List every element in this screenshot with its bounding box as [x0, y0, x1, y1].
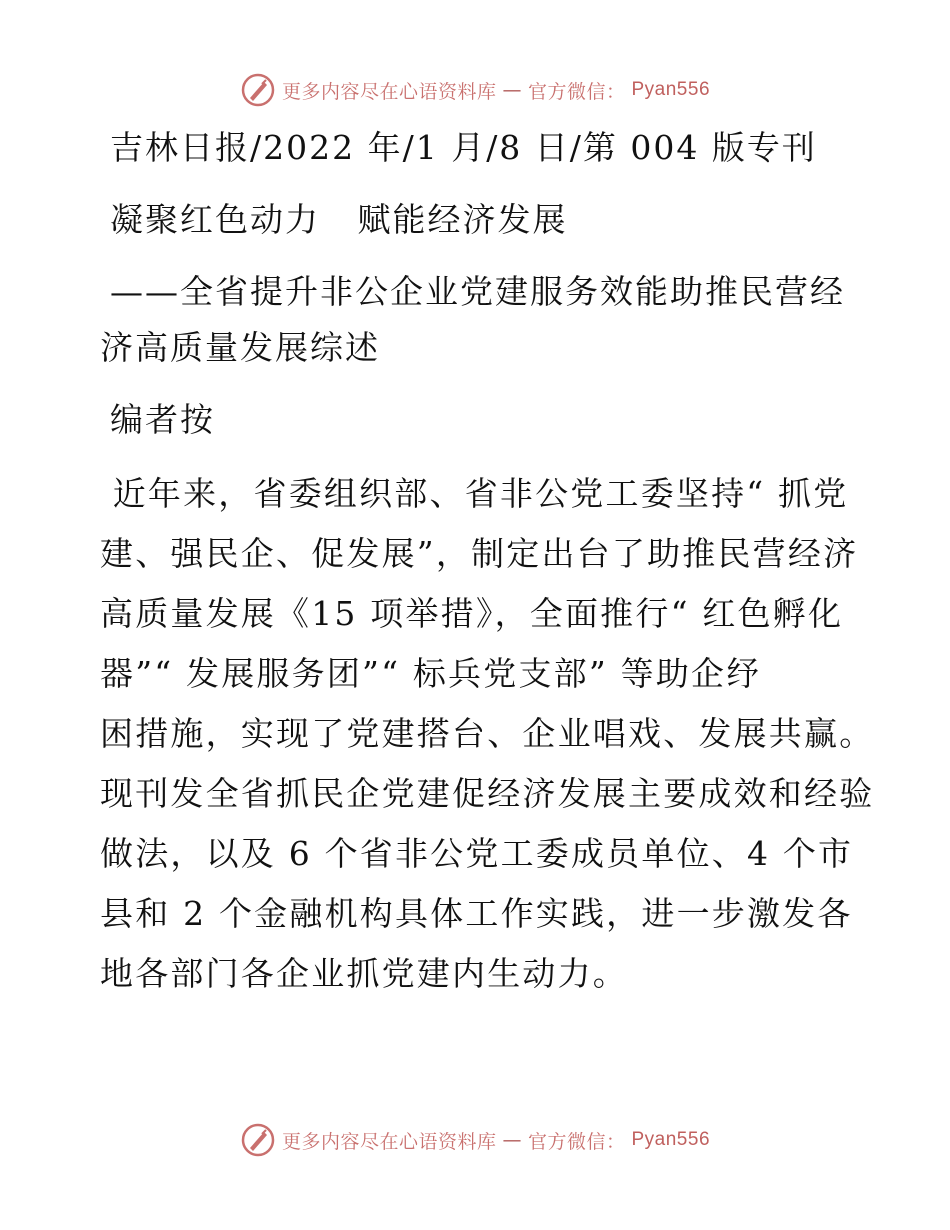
body-line: 高质量发展《15 项举措》，全面推行“ 红色孵化 [100, 594, 844, 633]
subtitle-line: ——全省提升非公企业党建服务效能助推民营经 [110, 272, 845, 311]
editor-note-label: 编者按 [110, 400, 215, 439]
watermark-text: 更多内容尽在心语资料库 [281, 1130, 497, 1153]
body-line: 建、强民企、促发展”，制定出台了助推民营经济 [100, 534, 859, 573]
body-line: 做法，以及 6 个省非公党工委成员单位、4 个市 [100, 834, 854, 873]
watermark-separator: — [502, 79, 522, 101]
watermark-separator: — [502, 1129, 522, 1151]
body-line: 困措施，实现了党建搭台、企业唱戏、发展共赢。 [100, 714, 875, 753]
quill-logo-icon [240, 72, 276, 108]
quill-logo-icon [240, 1122, 276, 1158]
article-title: 凝聚红色动力 赋能经济发展 [110, 200, 568, 239]
watermark-contact-id: Pyan556 [631, 1129, 711, 1150]
watermark-text: 更多内容尽在心语资料库 [281, 80, 497, 103]
watermark-contact-id: Pyan556 [631, 79, 711, 100]
body-line: 地各部门各企业抓党建内生动力。 [100, 954, 628, 993]
body-line: 近年来，省委组织部、省非公党工委坚持“ 抓党 [100, 474, 849, 513]
watermark-top [0, 70, 950, 110]
subtitle-line: 济高质量发展综述 [100, 328, 380, 367]
source-line: 吉林日报/2022 年/1 月/8 日/第 004 版专刊 [110, 128, 817, 167]
body-line: 现刊发全省抓民企党建促经济发展主要成效和经验 [100, 774, 875, 813]
editor-note-paragraph [100, 464, 875, 1004]
body-line: 器”“ 发展服务团”“ 标兵党支部” 等助企纾 [100, 654, 762, 693]
watermark-contact-label: 官方微信： [527, 80, 626, 103]
body-line: 县和 2 个金融机构具体工作实践，进一步激发各 [100, 894, 853, 933]
watermark-bottom [0, 1120, 950, 1160]
watermark-contact-label: 官方微信： [527, 1130, 626, 1153]
document-body [100, 120, 875, 1004]
